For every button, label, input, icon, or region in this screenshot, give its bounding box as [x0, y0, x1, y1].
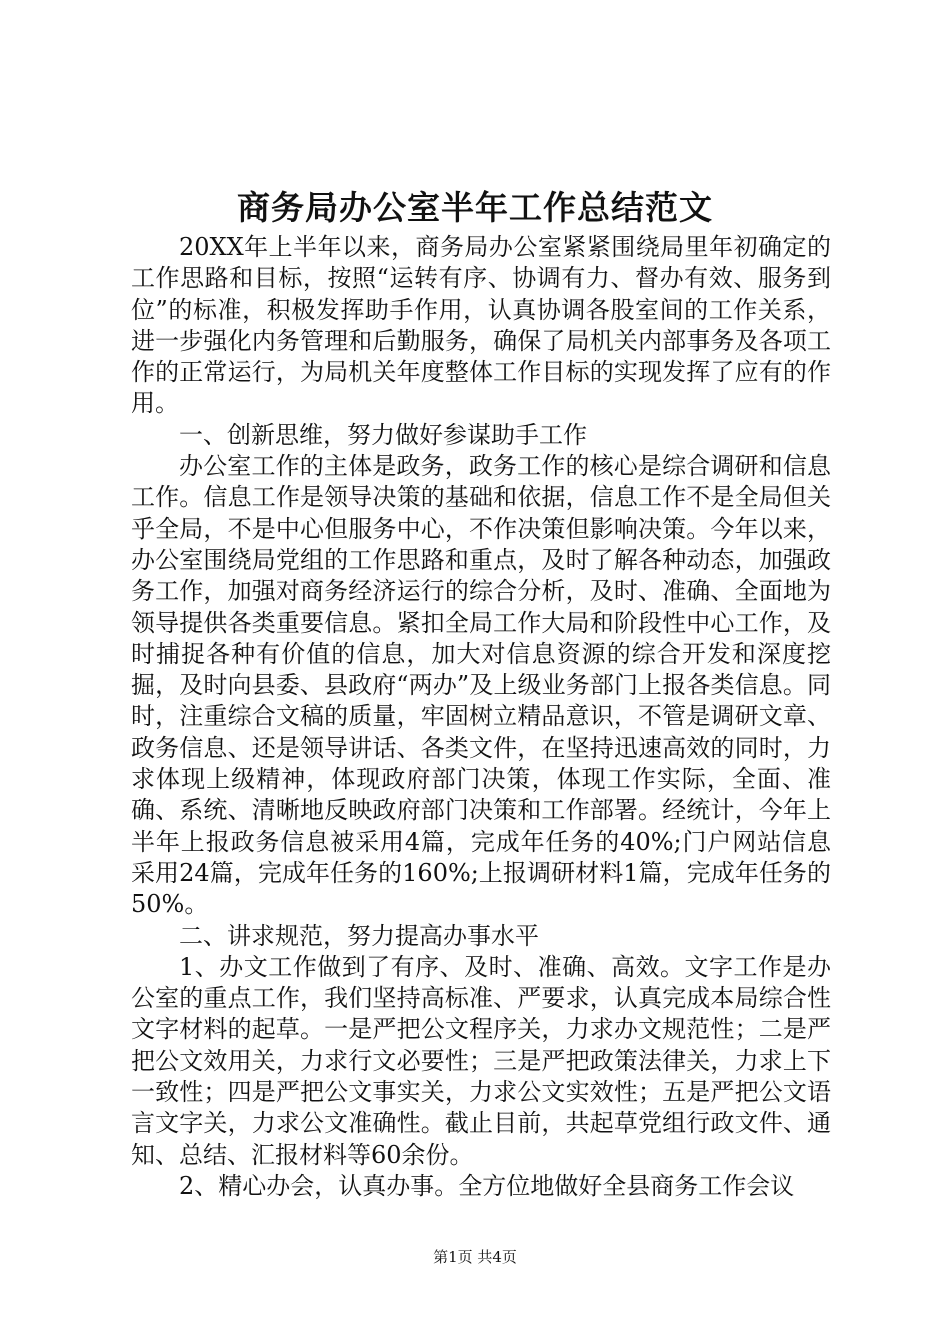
section-2-paragraph-1: 1、办文工作做到了有序、及时、准确、高效。文字工作是办公室的重点工作，我们坚持高标准、严要求，认真完成本局综合性文字材料的起草。一是严把公文程序关，力求办文规范性；二是严把公文效用关，力求行文必要性；三是严把政策法律关，力求上下一致性；四是严把公文事实关，力求公文实效性；五是严把公文语言文字关，力求公文准确性。截止目前，共起草党组行政文件、通知、总结、汇报材料等60余份。 [131, 952, 831, 1169]
section-1-paragraph: 办公室工作的主体是政务，政务工作的核心是综合调研和信息工作。信息工作是领导决策的基础和依据，信息工作不是全局但关乎全局，不是中心但服务中心，不作决策但影响决策。今年以来，办公室围绕局党组的工作思路和重点，及时了解各种动态，加强政务工作，加强对商务经济运行的综合分析，及时、准确、全面地为领导提供各类重要信息。紧扣全局工作大局和阶段性中心工作，及时捕捉各种有价值的信息，加大对信息资源的综合开发和深度挖掘，及时向县委、县政府“两办”及上级业务部门上报各类信息。同时，注重综合文稿的质量，牢固树立精品意识，不管是调研文章、政务信息、还是领导讲话、各类文件，在坚持迅速高效的同时，力求体现上级精神，体现政府部门决策，体现工作实际，全面、准确、系统、清晰地反映政府部门决策和工作部署。经统计，今年上半年上报政务信息被采用4篇，完成年任务的40%;门户网站信息采用24篇，完成年任务的160%;上报调研材料1篇，完成年任务的50%。 [131, 452, 831, 919]
section-2-paragraph-2: 2、精心办会，认真办事。全方位地做好全县商务工作会议 [179, 1171, 795, 1200]
document-title: 商务局办公室半年工作总结范文 [237, 188, 713, 227]
document-body [131, 232, 831, 1202]
section-heading-1: 一、创新思维，努力做好参谋助手工作 [179, 420, 587, 449]
page-number-footer: 第1页 共4页 [433, 1248, 517, 1266]
section-heading-2: 二、讲求规范，努力提高办事水平 [179, 921, 539, 950]
intro-paragraph: 20XX年上半年以来，商务局办公室紧紧围绕局里年初确定的工作思路和目标，按照“运转有序、协调有力、督办有效、服务到位”的标准，积极发挥助手作用，认真协调各股室间的工作关系，进一步强化内务管理和后勤服务，确保了局机关内部事务及各项工作的正常运行，为局机关年度整体工作目标的实现发挥了应有的作用。 [131, 233, 831, 418]
